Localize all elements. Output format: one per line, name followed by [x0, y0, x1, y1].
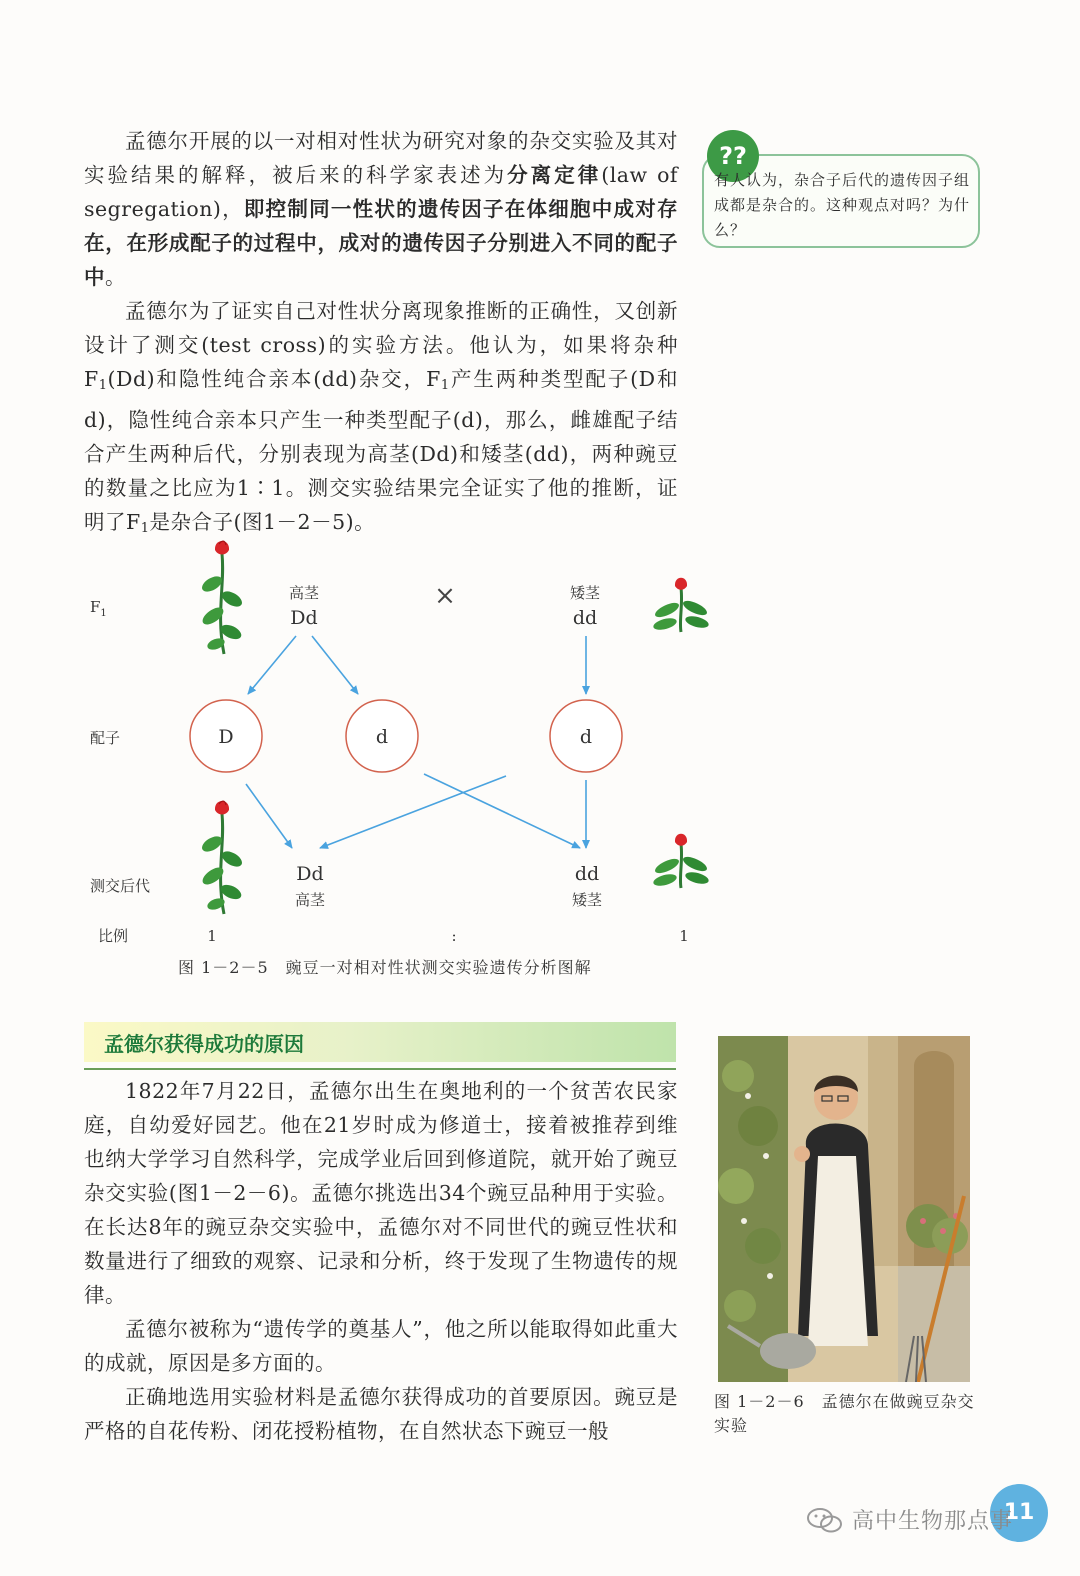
offspring-left-genotype: Dd [296, 863, 324, 885]
paragraph-founder: 孟德尔被称为“遗传学的奠基人”，他之所以能取得如此重大的成就，原因是多方面的。 [84, 1317, 678, 1375]
row-label-ratio: 比例 [98, 927, 129, 945]
offspring-right-phenotype: 矮茎 [571, 891, 603, 909]
cross-symbol: × [434, 581, 456, 611]
test-cross-diagram [84, 536, 724, 956]
arrow [320, 776, 506, 848]
para1-bold-definition: 即控制同一性状的遗传因子在体细胞中成对存在，在形成配子的过程中，成对的遗传因子分别进入不同的配子中 [84, 197, 678, 289]
row-label-gamete: 配子 [90, 729, 121, 747]
para2-text-4: 是杂合子(图1－2－5)。 [149, 510, 376, 534]
parent-left-genotype: Dd [290, 607, 318, 629]
section-divider [84, 1068, 676, 1070]
paragraph-segregation-law [84, 124, 678, 294]
subscript: 1 [440, 378, 450, 393]
tall-plant-offspring-icon [199, 801, 244, 914]
para2-text-1: 孟德尔为了证实自己对性状分离现象推断的正确性，又创新设计了测交(test cross)的实验方法。他认为，如果将杂种F [84, 299, 678, 391]
gamete-d-left: d [375, 726, 389, 748]
parent-right-phenotype: 矮茎 [569, 584, 601, 602]
think-question: 有人认为，杂合子后代的遗传因子组成都是杂合的。这种观点对吗？为什么？ [714, 171, 971, 239]
arrow [312, 636, 358, 694]
section-title: 孟德尔获得成功的原因 [104, 1032, 304, 1056]
wechat-icon [806, 1506, 846, 1536]
para2-text-3: 产生两种类型配子(D和d)，隐性纯合亲本只产生一种类型配子(d)，那么，雌雄配子结合产生两种后代，分别表现为高茎(Dd)和矮茎(dd)，两种豌豆的数量之比应为1∶1。测交实验结果完全证实了他的推断，证明了F [84, 367, 678, 534]
row-label-offspring: 测交后代 [90, 877, 151, 895]
term-segregation-law: 分离定律 [507, 163, 602, 187]
ratio-left: 1 [207, 927, 217, 945]
arrow [248, 636, 296, 694]
gamete-d-right: d [579, 726, 593, 748]
gamete-D: D [218, 726, 234, 748]
paragraph-test-cross [84, 294, 678, 546]
tall-plant-parent-icon [199, 541, 244, 654]
question-marks-icon: ?? [707, 130, 759, 182]
paragraph-biography: 1822年7月22日，孟德尔出生在奥地利的一个贫苦农民家庭，自幼爱好园艺。他在21岁时成为修道士，接着被推荐到维也纳大学学习自然科学，完成学业后回到修道院，就开始了豌豆杂交实验(图1－2－6)。孟德尔挑选出34个豌豆品种用于实验。在长达8年的豌豆杂交实验中，孟德尔对不同世代的豌豆性状和数量进行了细致的观察、记录和分析，终于发现了生物遗传的规律。 [84, 1079, 678, 1307]
arrow [246, 784, 292, 848]
paragraph-material: 正确地选用实验材料是孟德尔获得成功的首要原因。豌豆是严格的自花传粉、闭花授粉植物，在自然状态下豌豆一般 [84, 1385, 678, 1443]
short-plant-offspring-icon [652, 834, 710, 888]
offspring-right-genotype: dd [574, 863, 600, 885]
ratio-right: 1 [679, 927, 689, 945]
parent-left-phenotype: 高茎 [288, 584, 320, 602]
subscript: 1 [98, 378, 108, 393]
term-english: (law of segregation)， [84, 163, 678, 221]
short-plant-parent-icon [652, 578, 710, 632]
arrow [424, 774, 580, 848]
watermark-text: 高中生物那点事 [852, 1509, 1014, 1534]
offspring-left-phenotype: 高茎 [294, 891, 326, 909]
parent-right-genotype: dd [572, 607, 598, 629]
mendel-photo [718, 1036, 970, 1382]
para1-text: 孟德尔开展的以一对相对性状为研究对象的杂交实验及其对实验结果的解释，被后来的科学家表述为 [84, 129, 678, 187]
page-number: 11 [990, 1484, 1048, 1542]
para2-text-2: (Dd)和隐性纯合亲本(dd)杂交，F [107, 367, 441, 391]
figure-caption-1-2-5: 图 1－2－5 豌豆一对相对性状测交实验遗传分析图解 [178, 958, 592, 977]
figure-caption-1-2-6: 图 1－2－6 孟德尔在做豌豆杂交实验 [714, 1392, 975, 1435]
section-body [84, 1074, 678, 1448]
subscript: 1 [140, 521, 150, 536]
row-label-f1: $F_1$ [90, 598, 107, 619]
para1-end: 。 [105, 265, 126, 289]
ratio-separator: : [451, 927, 457, 945]
